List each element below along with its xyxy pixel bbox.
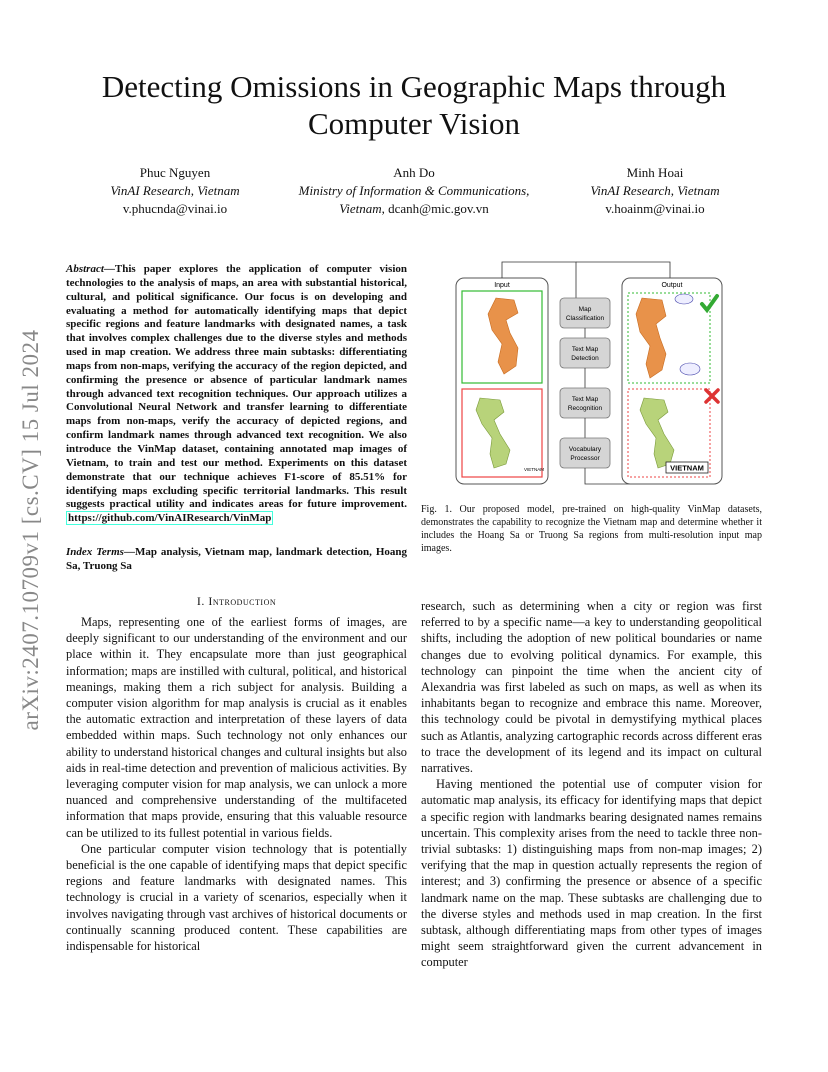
author-email: v.hoainm@vinai.io <box>605 201 705 216</box>
author-name: Minh Hoai <box>626 165 684 180</box>
author-block-3 <box>560 164 750 218</box>
abstract-text: —This paper explores the application of computer vision technologies to the analysis of maps, an area with substantial historical, cultural, and political significance. Our focus is on developing and evaluating a method for automatically identifying maps that depict specific regions and feature landmarks with designated names, a task that involves complex challenges due to the diverse styles and methods used in map creation. We address three main subtasks: differentiating maps from non-maps, verifying the accuracy of the region depicted, and confirming the presence or absence of particular landmark names through advanced text recognition techniques. Our approach utilizes a Convolutional Neural Network and transfer learning to differentiate maps from non-maps, verify the accuracy of depicted regions, and confirm landmark names through advanced text recognition. We also introduce the VinMap dataset, containing annotated map images of Vietnam, to train and test our method. Experiments on this dataset demonstrate that our technique achieves F1-score of 85.51% for identifying maps excluding specific territorial landmarks. This result suggests practical utility and indicates areas for future improvement. <box>66 263 407 511</box>
index-terms-text: —Map analysis, Vietnam map, landmark detection, Hoang Sa, Truong Sa <box>66 546 407 572</box>
author-name: Anh Do <box>393 165 435 180</box>
author-block-2 <box>276 164 552 218</box>
author-email: , dcanh@mic.gov.vn <box>381 201 489 216</box>
step-label-1a: Map <box>578 306 592 313</box>
pipeline-diagram <box>452 258 734 488</box>
step-box <box>560 438 610 468</box>
step-label-4b: Processor <box>570 455 600 462</box>
flow-line <box>576 262 670 278</box>
author-affiliation-2: Vietnam <box>339 201 382 216</box>
step-label-3a: Text Map <box>571 396 599 403</box>
abstract-label: Abstract <box>66 263 104 275</box>
section-heading: I. Introduction <box>196 594 277 608</box>
paper-title: Detecting Omissions in Geographic Maps through Computer Vision <box>101 69 727 141</box>
author-affiliation: VinAI Research, Vietnam <box>110 183 240 198</box>
step-box <box>560 298 610 328</box>
author-affiliation: VinAI Research, Vietnam <box>590 183 720 198</box>
map-tag-small: VIETNAM <box>524 467 545 472</box>
map-tag-large: VIETNAM <box>670 463 704 473</box>
author-block-1 <box>80 164 270 218</box>
left-column-body <box>66 614 407 954</box>
arxiv-id-text: arXiv:2407.10709v1 [cs.CV] 15 Jul 2024 <box>18 329 43 731</box>
step-box <box>560 338 610 368</box>
figure-1 <box>452 258 734 488</box>
step-label-4a: Vocabulary <box>568 446 602 453</box>
step-label-2a: Text Map <box>571 346 599 353</box>
index-terms <box>66 546 407 574</box>
truong-sa-ellipse <box>680 363 700 375</box>
abstract <box>66 263 407 526</box>
step-label-3b: Recognition <box>567 405 603 412</box>
repo-link[interactable]: https://github.com/VinAIResearch/VinMap <box>68 512 272 525</box>
paragraph: research, such as determining when a city or region was first referred to by a specific name—a key to understanding geopolitical shifts, including the adoption of new political boundaries or name changes due to evolving political dynamics. For example, this technology can pinpoint the time when the ancient city of Alexandria was first labeled as such on maps, as well as when its inhabitants began to recognize and embrace this name. Moreover, this technology could be pivotal in demystifying mythical places such as Atlantis, analyzing cartographic records across different eras to trace the development of its legend and its impact on cultural narratives. <box>421 599 762 776</box>
author-email: v.phucnda@vinai.io <box>122 201 228 216</box>
input-label: Input <box>494 282 510 289</box>
hoang-sa-ellipse <box>675 294 693 304</box>
figure-caption: Fig. 1. Our proposed model, pre-trained on high-quality VinMap datasets, demonstrates the capability to recognize the Vietnam map and determine whether it includes the Hoang Sa or Truong Sa regions from multi-resolution input map images. <box>421 504 762 554</box>
step-label-1b: Classification <box>565 315 605 322</box>
step-box <box>560 388 610 418</box>
output-label: Output <box>661 282 683 289</box>
author-affiliation: Ministry of Information & Communications, <box>298 183 530 198</box>
author-name: Phuc Nguyen <box>139 165 211 180</box>
right-column-body <box>421 598 762 971</box>
paragraph: Maps, representing one of the earliest forms of images, are deeply significant to our understanding of the environment and our place within it. They encapsulate more than just geographical information; maps are instilled with cultural, political, and historical meanings, making them a rich subject for analysis. Building a computer vision algorithm for map analysis is crucial as it enables the automatic extraction and interpretation of these layers of data embedded within maps. Such technology not only enhances our ability to understand historical changes and cultural insights but also aids in real-time detection and prevention of malicious activities. By leveraging computer vision for map analysis, we can unlock a more nuanced and comprehensive understanding of the multifaceted information that maps provide, ensuring that this valuable resource can be utilized to its fullest potential in various fields. <box>66 615 407 840</box>
paragraph: Having mentioned the potential use of computer vision for automatic map analysis, its efficacy for identifying maps that depict a specific region with landmarks bearing designated names remains uncertain. This complexity arises from the need to tackle three non-trivial subtasks: 1) distinguishing maps from non-map images; 2) verifying that the map in question actually represents the region of interest; and 3) confirming the presence or absence of a specific landmark name on the map. These subtasks are challenging due to the diverse styles and methods used in map creation. In the first subtask, although differentiating maps from other types of images might seem straightforward given the current advancement in computer <box>421 777 762 970</box>
paragraph: One particular computer vision technology that is potentially beneficial is the one capable of identifying maps that depict specific regions and feature landmarks with designated names. This technology is crucial in a variety of scenarios, especially when it involves navigating through vast archives of historical documents or continually scanning produced content. These capabilities are indispensable for historical <box>66 841 407 954</box>
arxiv-identifier <box>6 295 56 765</box>
step-label-2b: Detection <box>571 355 599 362</box>
index-terms-label: Index Terms <box>66 546 124 558</box>
